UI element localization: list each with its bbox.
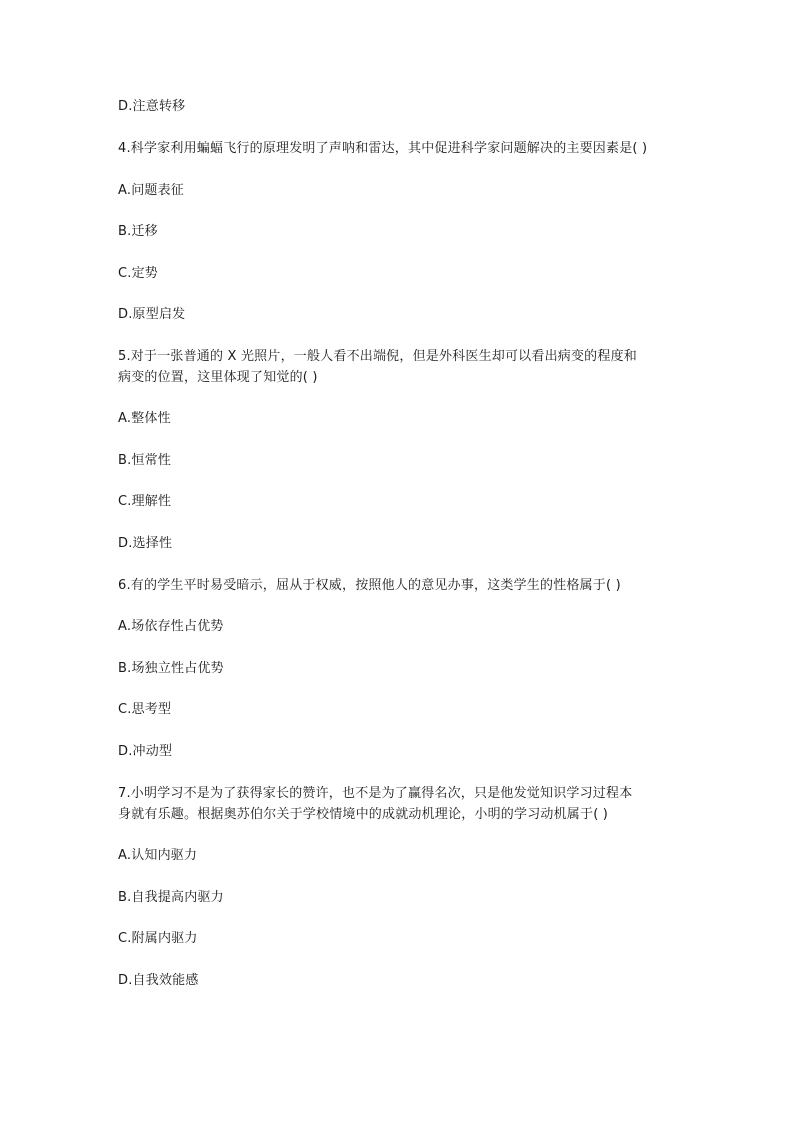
q7-option-b: B.自我提高内驱力 — [118, 890, 224, 905]
q6-option-a: A.场依存性占优势 — [118, 619, 224, 634]
q5-stem-line2: 病变的位置，这里体现了知觉的( ) — [118, 370, 318, 385]
q5-option-d: D.选择性 — [118, 536, 173, 551]
q3-option-d: D.注意转移 — [118, 99, 186, 114]
q6-stem: 6.有的学生平时易受暗示，屈从于权威，按照他人的意见办事，这类学生的性格属于( ) — [118, 578, 621, 593]
q7-stem-line1: 7.小明学习不是为了获得家长的赞许，也不是为了赢得名次，只是他发觉知识学习过程本 — [118, 786, 633, 801]
q4-stem: 4.科学家利用蝙蝠飞行的原理发明了声呐和雷达，其中促进科学家问题解决的主要因素是( ) — [118, 141, 648, 156]
q7-option-c: C.附属内驱力 — [118, 931, 198, 946]
q4-option-b: B.迁移 — [118, 224, 158, 239]
q7-stem-line2: 身就有乐趣。根据奥苏伯尔关于学校情境中的成就动机理论，小明的学习动机属于( ) — [118, 807, 609, 822]
q7-option-d: D.自我效能感 — [118, 973, 199, 988]
q6-option-b: B.场独立性占优势 — [118, 661, 224, 676]
q5-option-c: C.理解性 — [118, 494, 172, 509]
q4-option-c: C.定势 — [118, 266, 159, 281]
q5-stem-line1: 5.对于一张普通的 X 光照片，一般人看不出端倪，但是外科医生却可以看出病变的程度和 — [118, 349, 637, 364]
q7-option-a: A.认知内驱力 — [118, 848, 198, 863]
q5-option-a: A.整体性 — [118, 411, 171, 426]
q6-option-c: C.思考型 — [118, 702, 172, 717]
q4-option-a: A.问题表征 — [118, 183, 184, 198]
q6-option-d: D.冲动型 — [118, 744, 173, 759]
q4-option-d: D.原型启发 — [118, 307, 186, 322]
q5-option-b: B.恒常性 — [118, 453, 172, 468]
